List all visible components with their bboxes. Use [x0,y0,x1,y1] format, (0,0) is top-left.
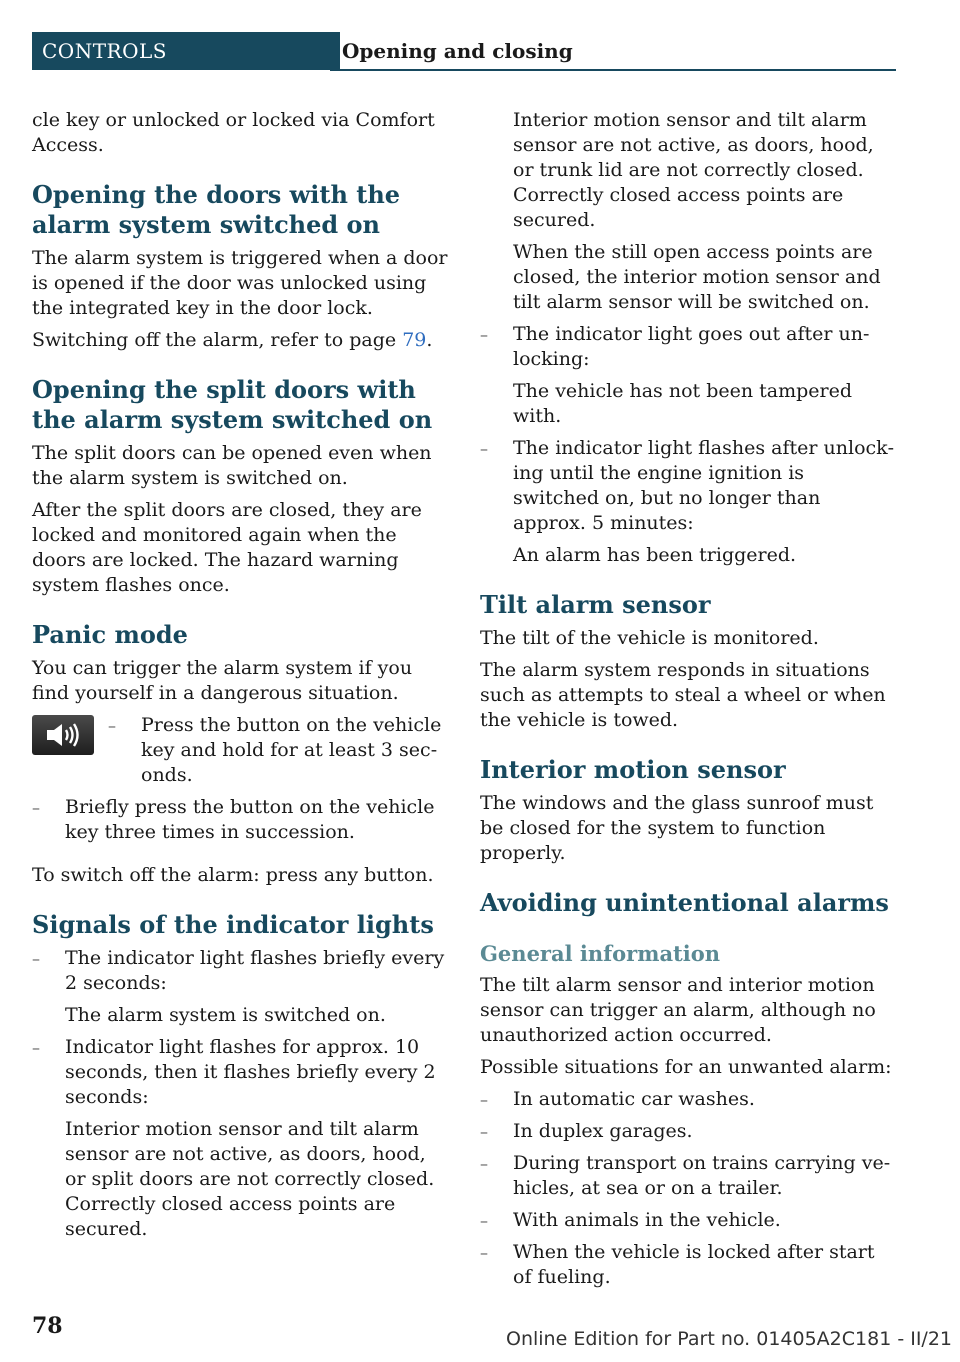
list-item: – With animals in the vehicle. [480,1208,896,1233]
list-item [32,1035,450,1110]
heading-signals: Signals of the indicator lights [32,910,434,939]
edition-note: Online Edition for Part no. 01405A2C181 - II/21 [506,1328,953,1350]
tilt-text-2: The alarm system responds in situations such as attempts to steal a wheel or when the vehicle is towed. [480,659,886,731]
alarm-doors-reference [32,328,450,353]
list-item-text: Indicator light flashes for approx. 10 seconds, then it flashes briefly every 2 seconds: [65,1036,436,1108]
list-item: – During transport on trains carrying vehicles, at sea or on a trailer. [480,1151,896,1201]
switch-off-text: To switch off the alarm: press any button. [32,864,434,886]
list-item: – Briefly press the button on the vehicle key three times in succession. [32,795,450,845]
list-item: – In automatic car washes. [480,1087,896,1112]
intro-text: cle key or unlocked or locked via Comfort Access. [32,109,435,156]
speaker-sound-icon [32,715,94,755]
panic-instruction [32,713,450,788]
alarm-doors-text: The alarm system is triggered when a door is opened if the door was unlocked using the integrated key in the door lock. [32,247,448,319]
page-header [32,32,896,70]
page-number: 78 [32,1313,63,1339]
signals-list-4 [480,436,896,536]
situations-list [480,1087,896,1290]
signals-list-3 [480,322,896,372]
panic-mode-text: You can trigger the alarm system if you find yourself in a dangerous situation. [32,657,413,704]
general-info-text-2: Possible situations for an unwanted alarm: [480,1056,892,1078]
section-label: CONTROLS [32,32,340,70]
continued-text-2: When the still open access points are closed, the interior motion sensor and tilt alarm sensor will be switched on. [513,241,881,313]
list-item-subtext: Interior motion sensor and tilt alarm sensor are not active, as doors, hood, or split doors are not correctly closed. Correctly closed access points are secured. [65,1118,435,1240]
left-column [32,108,450,1249]
list-item-subtext: The vehicle has not been tampered with. [513,380,852,427]
list-item-subtext: The alarm system is switched on. [65,1004,386,1026]
continued-text-1: Interior motion sensor and tilt alarm sensor are not active, as doors, hood, or trunk lid are not correctly closed. Correctly closed access points are secured. [513,109,874,231]
signals-list [32,946,450,996]
reference-period: . [426,329,433,351]
interior-motion-text: The windows and the glass sunroof must be closed for the system to function properly. [480,792,874,864]
list-item [32,946,450,996]
list-item: – In duplex garages. [480,1119,896,1144]
list-item: – Press the button on the vehicle key and hold for at least 3 seconds. [108,713,450,788]
right-column [480,108,896,1297]
chapter-title: Opening and closing [342,39,573,63]
list-item: – The indicator light goes out after unlocking: [480,322,896,372]
panic-list-2 [32,795,450,845]
panic-list-1 [108,713,450,788]
signals-list-2 [32,1035,450,1110]
page-link[interactable]: 79 [402,329,427,351]
header-rule [330,69,896,71]
list-item: – The indicator light flashes after unlocking until the engine ignition is switched on, but no longer than approx. 5 minutes: [480,436,896,536]
general-info-text-1: The tilt alarm sensor and interior motion sensor can trigger an alarm, although no unauthorized action occurred. [480,974,876,1046]
heading-general-info: General information [480,941,721,966]
heading-panic-mode: Panic mode [32,620,188,649]
heading-avoid-alarms: Avoiding unintentional alarms [480,888,889,917]
heading-interior-motion: Interior motion sensor [480,755,786,784]
split-doors-text-2: After the split doors are closed, they are locked and monitored again when the doors are locked. The hazard warning system flashes once. [32,499,422,596]
list-item: – When the vehicle is locked after start of fueling. [480,1240,896,1290]
list-item-subtext: An alarm has been triggered. [513,544,797,566]
heading-split-doors: Opening the split doors with the alarm system switched on [32,375,433,434]
split-doors-text-1: The split doors can be opened even when the alarm system is switched on. [32,442,432,489]
heading-alarm-doors: Opening the doors with the alarm system switched on [32,180,401,239]
list-item-text: The indicator light flashes briefly every 2 seconds: [65,947,445,994]
tilt-text-1: The tilt of the vehicle is monitored. [480,627,819,649]
reference-text: Switching off the alarm, refer to page [32,329,403,351]
heading-tilt-alarm: Tilt alarm sensor [480,590,711,619]
